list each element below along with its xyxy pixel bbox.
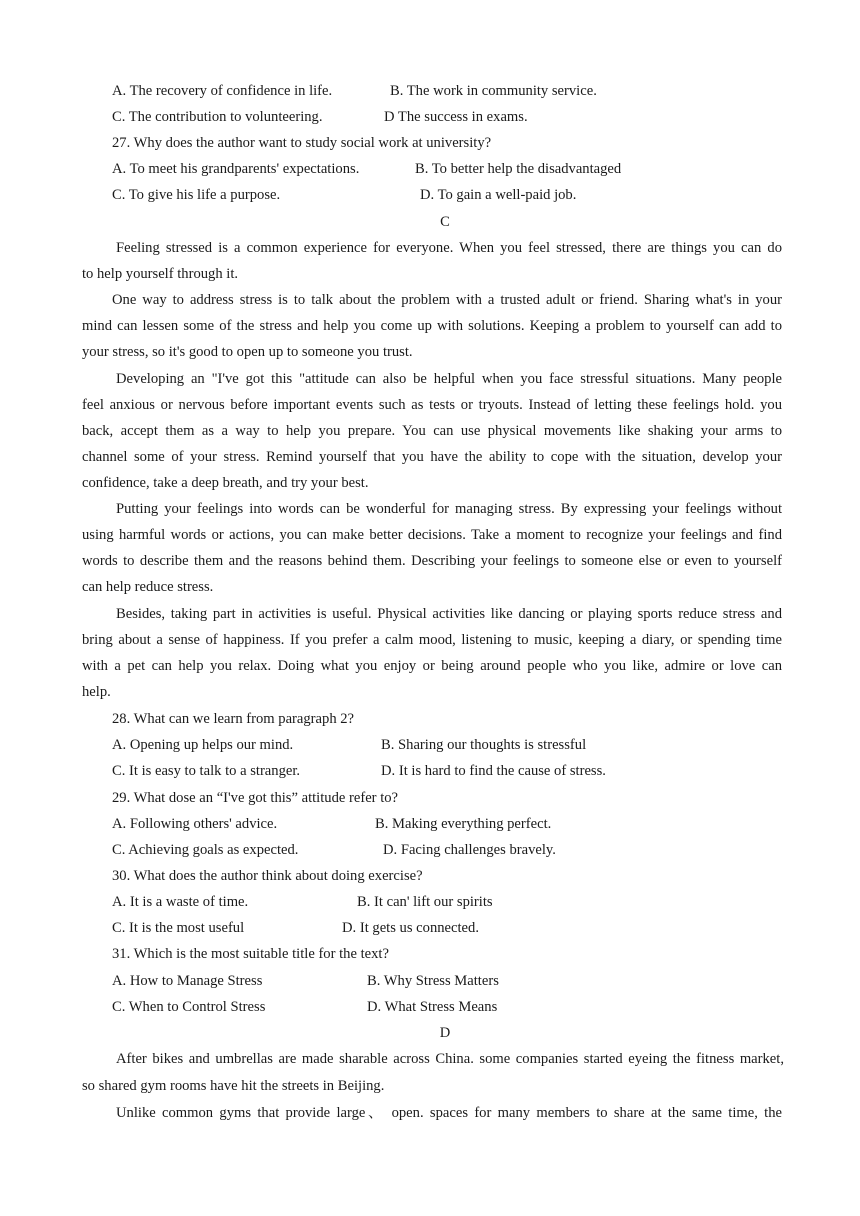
- c-p1-line-2: to help yourself through it.: [82, 266, 239, 282]
- q30-stem-text: 30. What does the author think about doing exercise?: [112, 868, 423, 884]
- q31-option-a: A. How to Manage Stress: [112, 973, 263, 989]
- c-p5-line-2: bring about a sense of happiness. If you prefer a calm mood, listening to music, keeping a diary, or spending time: [82, 632, 782, 648]
- c-p4-line-4: can help reduce stress.: [82, 579, 214, 595]
- q30-option-d: D. It gets us connected.: [342, 920, 479, 936]
- c-p1-line-1: Feeling stressed is a common experience for everyone. When you feel stressed, there are things you can do: [116, 240, 782, 256]
- q31-option-b: B. Why Stress Matters: [367, 973, 499, 989]
- q30-option-c: C. It is the most useful: [112, 920, 245, 936]
- q27-stem-text: 27. Why does the author want to study social work at university?: [112, 135, 492, 151]
- c-p3-line-2: feel anxious or nervous before important events such as tests or tryouts. Instead of letting these feelings hold. you: [82, 397, 782, 413]
- q29-option-a: A. Following others' advice.: [112, 816, 278, 832]
- c-p2-line-1: One way to address stress is to talk about the problem with a trusted adult or friend. Sharing what's in your: [112, 292, 782, 308]
- c-p5-line-1: Besides, taking part in activities is useful. Physical activities like dancing or playing sports reduce stress and: [116, 606, 782, 622]
- d-p1-line-1: After bikes and umbrellas are made sharable across China. some companies started eyeing the fitness market,: [116, 1051, 784, 1067]
- q26-option-d: D The success in exams.: [384, 109, 528, 125]
- q26-option-b: B. The work in community service.: [390, 83, 597, 99]
- c-p4-line-2: using harmful words or actions, you can make better decisions. Take a moment to recognize your feelings and find: [82, 527, 782, 543]
- q30-option-b: B. It can' lift our spirits: [357, 894, 493, 910]
- c-p4-line-1: Putting your feelings into words can be wonderful for managing stress. By expressing your feelings without: [116, 501, 782, 517]
- q30-option-a: A. It is a waste of time.: [112, 894, 249, 910]
- section-d-heading: D: [439, 1025, 451, 1041]
- q28-option-d: D. It is hard to find the cause of stress.: [381, 763, 606, 779]
- c-p3-line-4: channel some of your stress. Remind yourself that you have the ability to cope with the situation, develop your: [82, 449, 782, 465]
- q31-stem-text: 31. Which is the most suitable title for the text?: [112, 946, 389, 962]
- q26-option-a: A. The recovery of confidence in life.: [112, 83, 333, 99]
- c-p5-line-4: help.: [82, 684, 111, 700]
- q28-option-b: B. Sharing our thoughts is stressful: [381, 737, 587, 753]
- d-p1-line-2: so shared gym rooms have hit the streets in Beijing.: [82, 1078, 385, 1094]
- q31-option-c: C. When to Control Stress: [112, 999, 266, 1015]
- c-p3-line-3: back, accept them as a way to help you prepare. You can use physical movements like shaking your arms to: [82, 423, 782, 439]
- q29-stem-text: 29. What dose an “I've got this” attitude refer to?: [112, 790, 399, 806]
- q27-option-b: B. To better help the disadvantaged: [415, 161, 622, 177]
- c-p3-line-1: Developing an "I've got this "attitude can also be helpful when you face stressful situations. Many people: [116, 371, 782, 387]
- section-c-heading: C: [440, 214, 450, 230]
- q29-option-c: C. Achieving goals as expected.: [112, 842, 299, 858]
- q31-option-d: D. What Stress Means: [367, 999, 498, 1015]
- c-p3-line-5: confidence, take a deep breath, and try your best.: [82, 475, 369, 491]
- q29-option-d: D. Facing challenges bravely.: [383, 842, 556, 858]
- q27-option-a: A. To meet his grandparents' expectations.: [112, 161, 360, 177]
- c-p4-line-3: words to describe them and the reasons behind them. Describing your feelings to someone else or even to yourself: [82, 553, 782, 569]
- c-p2-line-3: your stress, so it's good to open up to someone you trust.: [82, 344, 413, 360]
- q26-option-c: C. The contribution to volunteering.: [112, 109, 323, 125]
- c-p2-line-2: mind can lessen some of the stress and help you come up with solutions. Keeping a problem to yourself can add to: [82, 318, 782, 334]
- q28-stem-text: 28. What can we learn from paragraph 2?: [112, 711, 355, 727]
- q27-option-c: C. To give his life a purpose.: [112, 187, 281, 203]
- q28-option-c: C. It is easy to talk to a stranger.: [112, 763, 301, 779]
- q27-option-d: D. To gain a well-paid job.: [420, 187, 577, 203]
- c-p5-line-3: with a pet can help you relax. Doing what you enjoy or being around people who you like, admire or love can: [82, 658, 782, 674]
- q28-option-a: A. Opening up helps our mind.: [112, 737, 294, 753]
- q29-option-b: B. Making everything perfect.: [375, 816, 552, 832]
- d-p2-line-1: Unlike common gyms that provide large、 open. spaces for many members to share at the same time, the: [116, 1105, 782, 1121]
